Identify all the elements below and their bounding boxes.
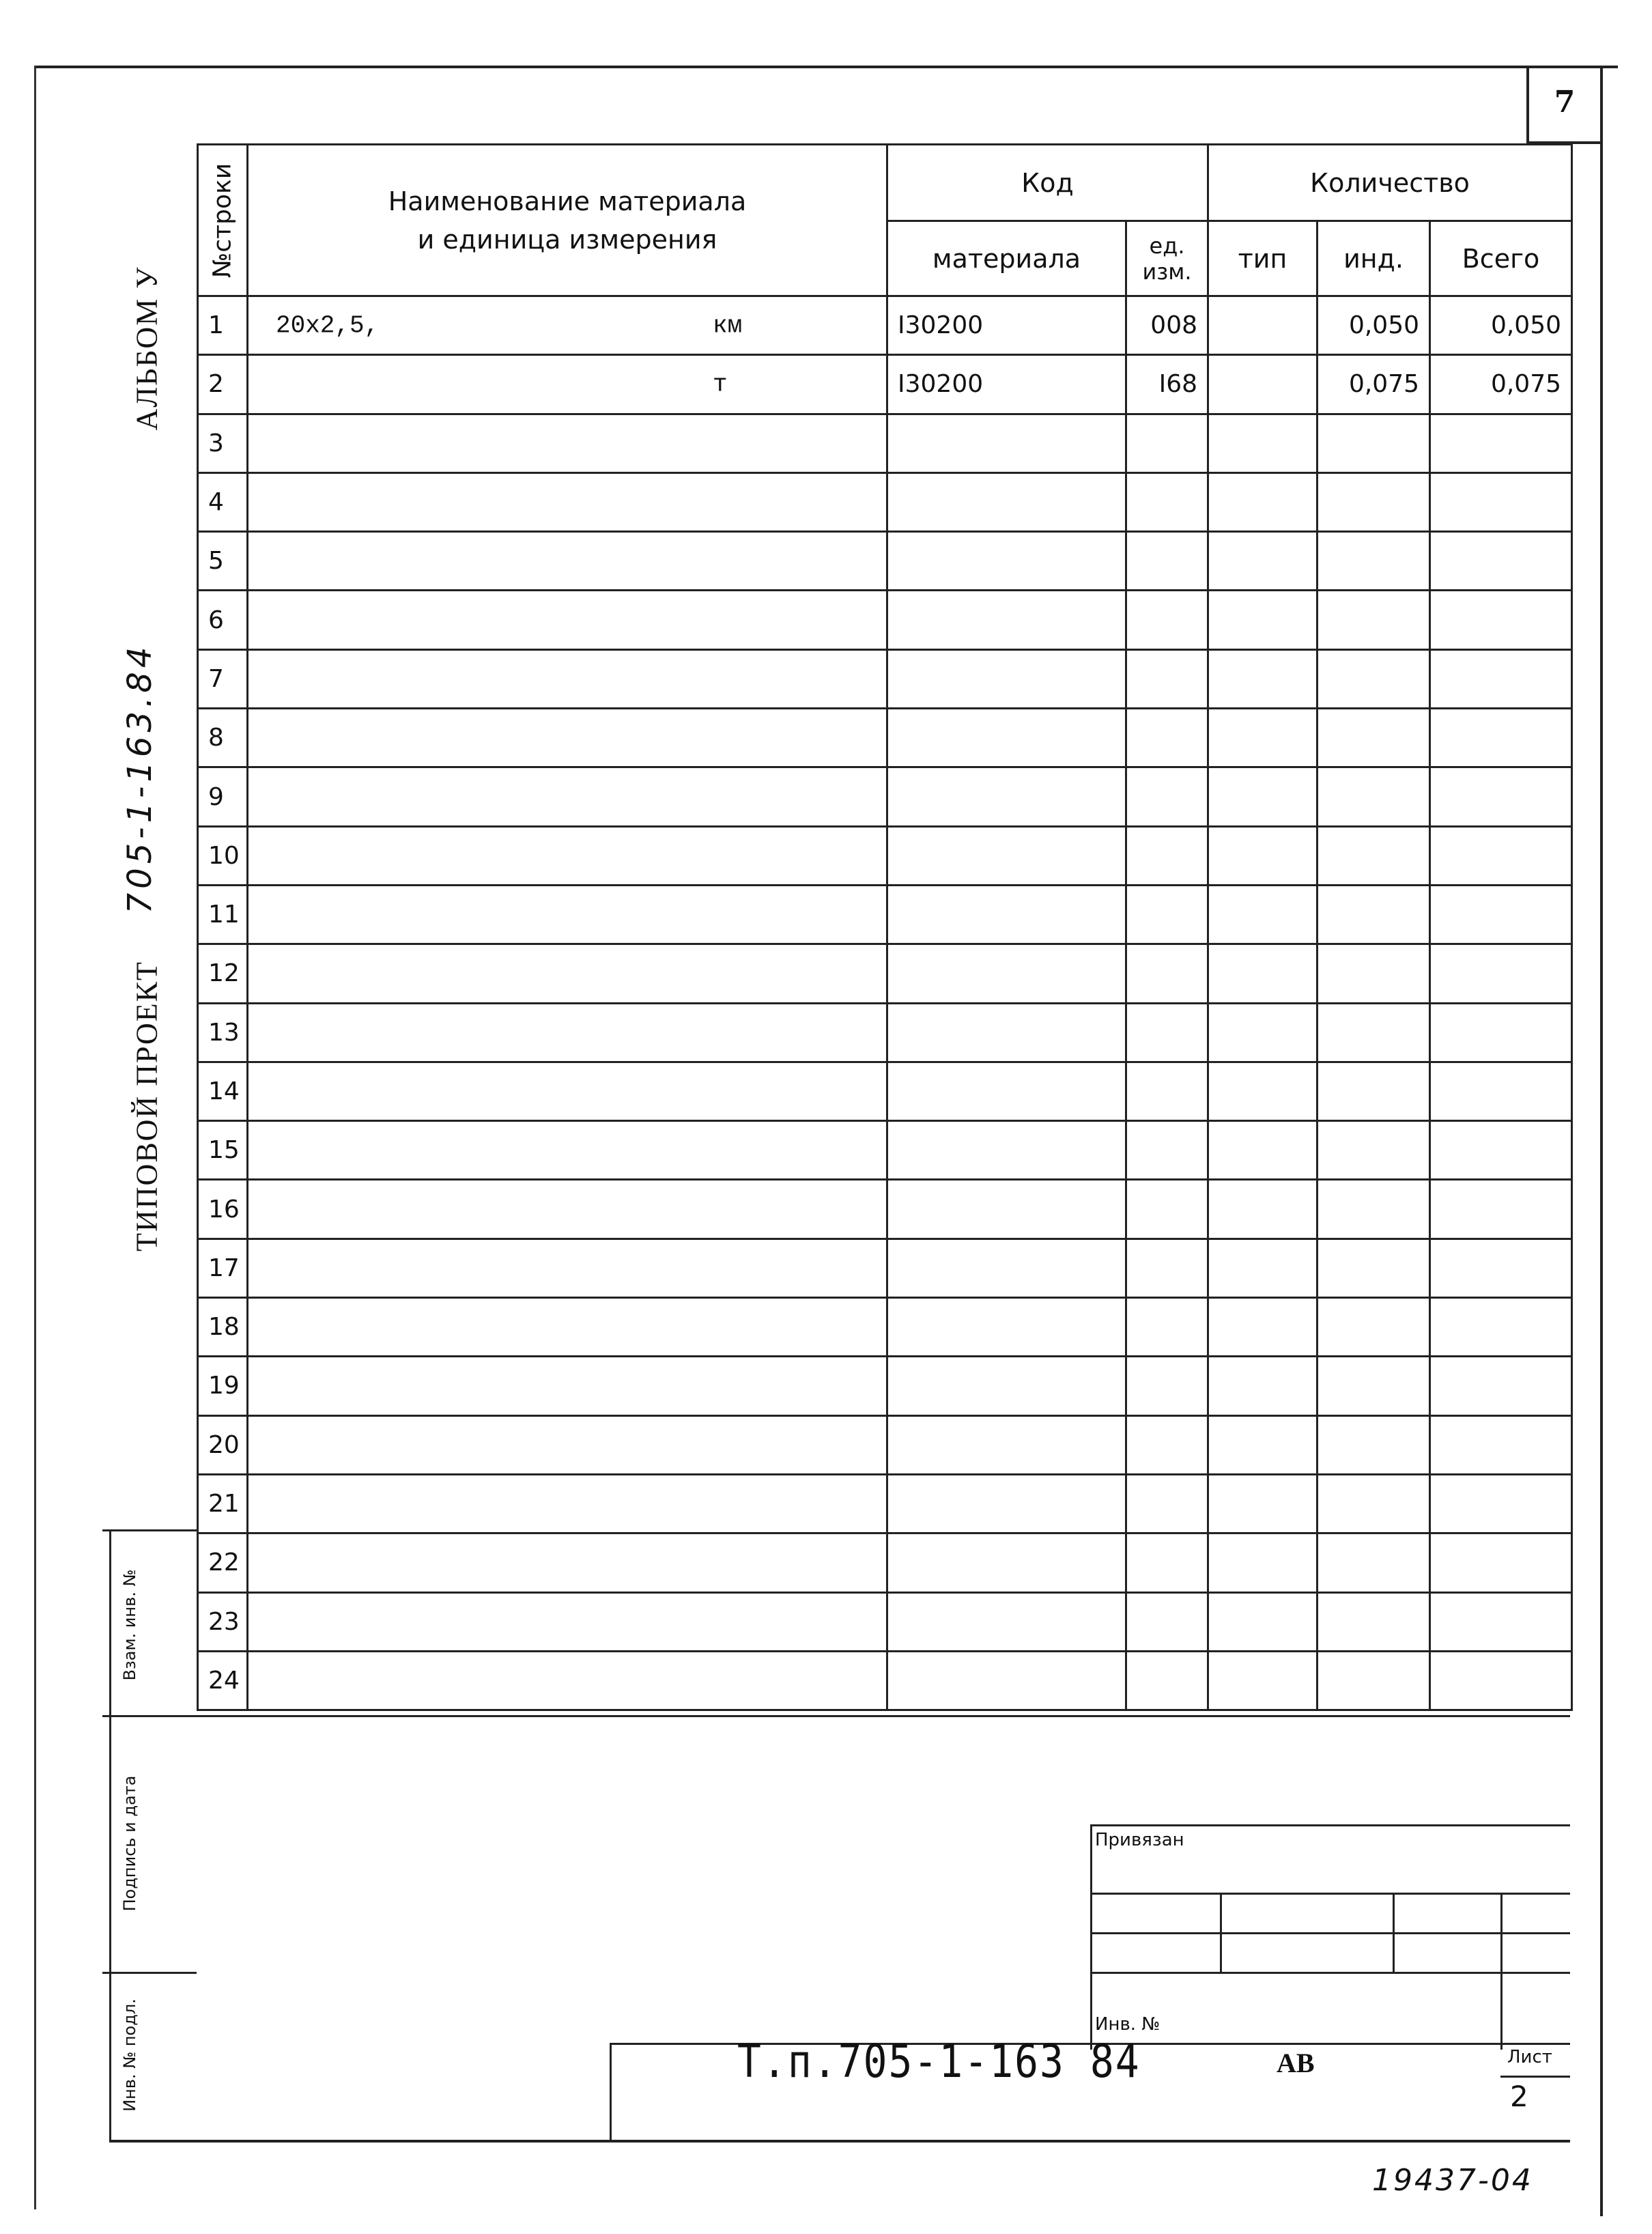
type-cell <box>1208 1121 1318 1180</box>
material-name-cell <box>248 472 887 531</box>
material-code-cell <box>887 591 1126 649</box>
ind-qty-cell <box>1318 767 1430 826</box>
material-name-cell <box>248 649 887 708</box>
material-code-cell <box>887 1415 1126 1474</box>
material-name-cell <box>248 1592 887 1651</box>
tb-line-col-2 <box>1393 1893 1395 1972</box>
material-name-cell <box>248 1415 887 1474</box>
tb-main-left <box>610 2043 612 2143</box>
total-qty-cell <box>1430 1003 1572 1062</box>
table-row <box>198 1592 1572 1651</box>
material-code-cell: I30200 <box>887 296 1126 355</box>
row-number: 15 <box>198 1121 248 1180</box>
table-row <box>198 1239 1572 1297</box>
table-row <box>198 885 1572 944</box>
material-code-cell <box>887 709 1126 767</box>
material-name-cell <box>248 1062 887 1120</box>
total-qty-cell <box>1430 944 1572 1003</box>
material-code-cell: I30200 <box>887 355 1126 414</box>
type-cell <box>1208 532 1318 591</box>
material-code-cell <box>887 1003 1126 1062</box>
header-material-name: Наименование материала и единица измерения <box>248 145 887 296</box>
material-code-cell <box>887 1239 1126 1297</box>
header-unit: ед. изм. <box>1126 221 1208 296</box>
type-cell <box>1208 1003 1318 1062</box>
unit-code-cell <box>1126 1239 1208 1297</box>
table-row <box>198 649 1572 708</box>
album-label: АЛЬБОМ У <box>130 266 164 431</box>
type-cell <box>1208 472 1318 531</box>
total-qty-cell <box>1430 1651 1572 1710</box>
header-type: тип <box>1208 221 1318 296</box>
unit-code-cell: 008 <box>1126 296 1208 355</box>
row-number: 17 <box>198 1239 248 1297</box>
ind-qty-cell <box>1318 826 1430 885</box>
ind-qty-cell <box>1318 1298 1430 1357</box>
ind-qty-cell <box>1318 709 1430 767</box>
inv-label: Инв. № <box>1095 2014 1160 2035</box>
replace-inv-label: Взам. инв. № <box>120 1569 139 1681</box>
type-cell <box>1208 1180 1318 1239</box>
row-number: 3 <box>198 414 248 472</box>
material-code-cell <box>887 649 1126 708</box>
header-code: Код <box>887 145 1208 221</box>
table-row <box>198 1121 1572 1180</box>
type-cell <box>1208 1533 1318 1592</box>
header-row-number: №строки <box>198 145 248 296</box>
unit-code-cell <box>1126 591 1208 649</box>
unit-code-cell <box>1126 826 1208 885</box>
document-mark: АВ <box>1277 2048 1315 2078</box>
material-name-cell <box>248 414 887 472</box>
total-qty-cell <box>1430 767 1572 826</box>
row-number: 10 <box>198 826 248 885</box>
type-cell <box>1208 1474 1318 1533</box>
type-cell <box>1208 1651 1318 1710</box>
inv-original-label: Инв. № подл. <box>120 1998 139 2112</box>
material-name-cell <box>248 1651 887 1710</box>
total-qty-cell <box>1430 1592 1572 1651</box>
tb-line-col-3 <box>1500 1893 1503 2050</box>
tb-line-col-1 <box>1220 1893 1222 1972</box>
sheet-number-box <box>1526 66 1600 144</box>
material-code-cell <box>887 1651 1126 1710</box>
ind-qty-cell <box>1318 532 1430 591</box>
material-name-cell <box>248 1121 887 1180</box>
table-row <box>198 1415 1572 1474</box>
material-name-cell <box>248 296 887 355</box>
total-qty-cell <box>1430 591 1572 649</box>
signature-date-label: Подпись и дата <box>120 1775 139 1912</box>
frame-right-border <box>1600 66 1603 2216</box>
row-number: 18 <box>198 1298 248 1357</box>
total-qty-cell <box>1430 885 1572 944</box>
row-number: 8 <box>198 709 248 767</box>
type-cell <box>1208 944 1318 1003</box>
table-row <box>198 355 1572 414</box>
row-number: 4 <box>198 472 248 531</box>
material-name-cell <box>248 591 887 649</box>
unit-code-cell <box>1126 1121 1208 1180</box>
bound-label: Привязан <box>1095 1830 1184 1850</box>
ind-qty-cell <box>1318 1474 1430 1533</box>
table-row <box>198 826 1572 885</box>
material-code-cell <box>887 944 1126 1003</box>
tb-line-bound-left <box>1090 1824 1092 2050</box>
material-code-cell <box>887 414 1126 472</box>
sheet-value: 2 <box>1510 2080 1528 2113</box>
sheet-label: Лист <box>1507 2047 1552 2067</box>
type-cell <box>1208 826 1318 885</box>
ind-qty-cell <box>1318 1180 1430 1239</box>
materials-table <box>197 143 1573 1711</box>
project-label: ТИПОВОЙ ПРОЕКТ <box>130 961 164 1252</box>
type-cell <box>1208 1415 1318 1474</box>
table-row <box>198 472 1572 531</box>
tb-line-grid-3 <box>1090 1972 1570 1974</box>
row-number: 12 <box>198 944 248 1003</box>
unit-code-cell <box>1126 1651 1208 1710</box>
ind-qty-cell <box>1318 472 1430 531</box>
tb-line-grid-1 <box>1090 1893 1570 1895</box>
archive-number: 19437-04 <box>1372 2163 1533 2198</box>
material-name-cell <box>248 1180 887 1239</box>
document-code: Т.п.705-1-163 84 <box>737 2035 1141 2089</box>
row-number: 7 <box>198 649 248 708</box>
material-code-cell <box>887 1121 1126 1180</box>
material-code-cell <box>887 826 1126 885</box>
material-name-cell <box>248 826 887 885</box>
row-number: 13 <box>198 1003 248 1062</box>
unit-code-cell <box>1126 1415 1208 1474</box>
material-name: 20x2,5, <box>276 311 380 340</box>
material-name-cell <box>248 1239 887 1297</box>
ind-qty-cell: 0,050 <box>1318 296 1430 355</box>
table-row <box>198 296 1572 355</box>
unit-code-cell: I68 <box>1126 355 1208 414</box>
table-row <box>198 414 1572 472</box>
material-code-cell <box>887 472 1126 531</box>
unit-code-cell <box>1126 944 1208 1003</box>
tb-line-bound-top <box>1090 1824 1570 1826</box>
row-number: 9 <box>198 767 248 826</box>
unit-code-cell <box>1126 1357 1208 1415</box>
table-row <box>198 709 1572 767</box>
unit-code-cell <box>1126 1474 1208 1533</box>
unit-code-cell <box>1126 414 1208 472</box>
unit-code-cell <box>1126 1298 1208 1357</box>
type-cell <box>1208 355 1318 414</box>
material-code-cell <box>887 1474 1126 1533</box>
table-row <box>198 532 1572 591</box>
sheet-number: 7 <box>1554 85 1576 119</box>
type-cell <box>1208 649 1318 708</box>
material-code-cell <box>887 1533 1126 1592</box>
table-row <box>198 944 1572 1003</box>
ind-qty-cell <box>1318 1062 1430 1120</box>
table-row <box>198 1298 1572 1357</box>
table-bottom-rule <box>102 1715 1570 1717</box>
total-qty-cell <box>1430 649 1572 708</box>
ind-qty-cell <box>1318 1003 1430 1062</box>
table-row <box>198 1533 1572 1592</box>
material-code-cell <box>887 1357 1126 1415</box>
header-ind: инд. <box>1318 221 1430 296</box>
table-row <box>198 1357 1572 1415</box>
type-cell <box>1208 1298 1318 1357</box>
total-qty-cell <box>1430 1298 1572 1357</box>
row-number: 5 <box>198 532 248 591</box>
unit-code-cell <box>1126 767 1208 826</box>
material-name-cell <box>248 1298 887 1357</box>
ind-qty-cell <box>1318 944 1430 1003</box>
total-qty-cell <box>1430 1121 1572 1180</box>
unit-code-cell <box>1126 532 1208 591</box>
total-qty-cell: 0,050 <box>1430 296 1572 355</box>
material-name-cell <box>248 1533 887 1592</box>
material-name-cell <box>248 709 887 767</box>
unit-code-cell <box>1126 1592 1208 1651</box>
ind-qty-cell: 0,075 <box>1318 355 1430 414</box>
total-qty-cell: 0,075 <box>1430 355 1572 414</box>
ind-qty-cell <box>1318 1121 1430 1180</box>
table-row <box>198 1180 1572 1239</box>
row-number: 19 <box>198 1357 248 1415</box>
material-code-cell <box>887 885 1126 944</box>
row-number: 11 <box>198 885 248 944</box>
material-code-cell <box>887 1062 1126 1120</box>
ind-qty-cell <box>1318 1239 1430 1297</box>
material-name-cell <box>248 532 887 591</box>
header-quantity: Количество <box>1208 145 1572 221</box>
row-number: 1 <box>198 296 248 355</box>
total-qty-cell <box>1430 414 1572 472</box>
table-row <box>198 1474 1572 1533</box>
table-row <box>198 1651 1572 1710</box>
material-name-cell <box>248 1003 887 1062</box>
total-qty-cell <box>1430 826 1572 885</box>
row-number: 22 <box>198 1533 248 1592</box>
frame-left-border <box>34 66 36 2209</box>
stamp-strip-right-line <box>109 1529 111 2143</box>
table-row <box>198 591 1572 649</box>
table-row <box>198 1062 1572 1120</box>
header-material: материала <box>887 221 1126 296</box>
type-cell <box>1208 1592 1318 1651</box>
row-number: 6 <box>198 591 248 649</box>
ind-qty-cell <box>1318 1533 1430 1592</box>
type-cell <box>1208 709 1318 767</box>
table-row <box>198 767 1572 826</box>
material-name-cell <box>248 767 887 826</box>
type-cell <box>1208 296 1318 355</box>
frame-bottom-border <box>109 2140 1570 2143</box>
table-row <box>198 1003 1572 1062</box>
row-number: 2 <box>198 355 248 414</box>
material-name-cell <box>248 944 887 1003</box>
row-number: 24 <box>198 1651 248 1710</box>
material-name-cell <box>248 1357 887 1415</box>
total-qty-cell <box>1430 1239 1572 1297</box>
total-qty-cell <box>1430 1357 1572 1415</box>
header-total: Всего <box>1430 221 1572 296</box>
material-name-cell <box>248 1474 887 1533</box>
type-cell <box>1208 414 1318 472</box>
unit-code-cell <box>1126 1180 1208 1239</box>
stamp-strip-divider <box>102 1529 197 1531</box>
unit-code-cell <box>1126 709 1208 767</box>
material-code-cell <box>887 532 1126 591</box>
row-number: 16 <box>198 1180 248 1239</box>
tb-sheet-divider <box>1500 2076 1570 2078</box>
ind-qty-cell <box>1318 591 1430 649</box>
stamp-strip-divider-2 <box>102 1972 197 1974</box>
total-qty-cell <box>1430 709 1572 767</box>
material-unit-name: км <box>713 311 743 340</box>
material-unit-name: т <box>713 370 728 399</box>
unit-code-cell <box>1126 1062 1208 1120</box>
ind-qty-cell <box>1318 1357 1430 1415</box>
material-code-cell <box>887 1298 1126 1357</box>
unit-code-cell <box>1126 885 1208 944</box>
unit-code-cell <box>1126 1533 1208 1592</box>
type-cell <box>1208 1062 1318 1120</box>
material-code-cell <box>887 1180 1126 1239</box>
project-code: 705-1-163.84 <box>121 642 159 914</box>
unit-code-cell <box>1126 472 1208 531</box>
total-qty-cell <box>1430 532 1572 591</box>
ind-qty-cell <box>1318 1415 1430 1474</box>
material-code-cell <box>887 1592 1126 1651</box>
tb-line-grid-2 <box>1090 1932 1570 1934</box>
total-qty-cell <box>1430 472 1572 531</box>
type-cell <box>1208 1357 1318 1415</box>
material-name-cell <box>248 355 887 414</box>
ind-qty-cell <box>1318 649 1430 708</box>
ind-qty-cell <box>1318 414 1430 472</box>
material-code-cell <box>887 767 1126 826</box>
row-number: 21 <box>198 1474 248 1533</box>
total-qty-cell <box>1430 1474 1572 1533</box>
type-cell <box>1208 591 1318 649</box>
total-qty-cell <box>1430 1180 1572 1239</box>
row-number: 23 <box>198 1592 248 1651</box>
total-qty-cell <box>1430 1533 1572 1592</box>
ind-qty-cell <box>1318 1651 1430 1710</box>
type-cell <box>1208 767 1318 826</box>
total-qty-cell <box>1430 1062 1572 1120</box>
frame-top-border <box>34 66 1618 68</box>
type-cell <box>1208 885 1318 944</box>
material-name-cell <box>248 885 887 944</box>
ind-qty-cell <box>1318 885 1430 944</box>
row-number: 14 <box>198 1062 248 1120</box>
unit-code-cell <box>1126 649 1208 708</box>
row-number: 20 <box>198 1415 248 1474</box>
type-cell <box>1208 1239 1318 1297</box>
total-qty-cell <box>1430 1415 1572 1474</box>
unit-code-cell <box>1126 1003 1208 1062</box>
ind-qty-cell <box>1318 1592 1430 1651</box>
